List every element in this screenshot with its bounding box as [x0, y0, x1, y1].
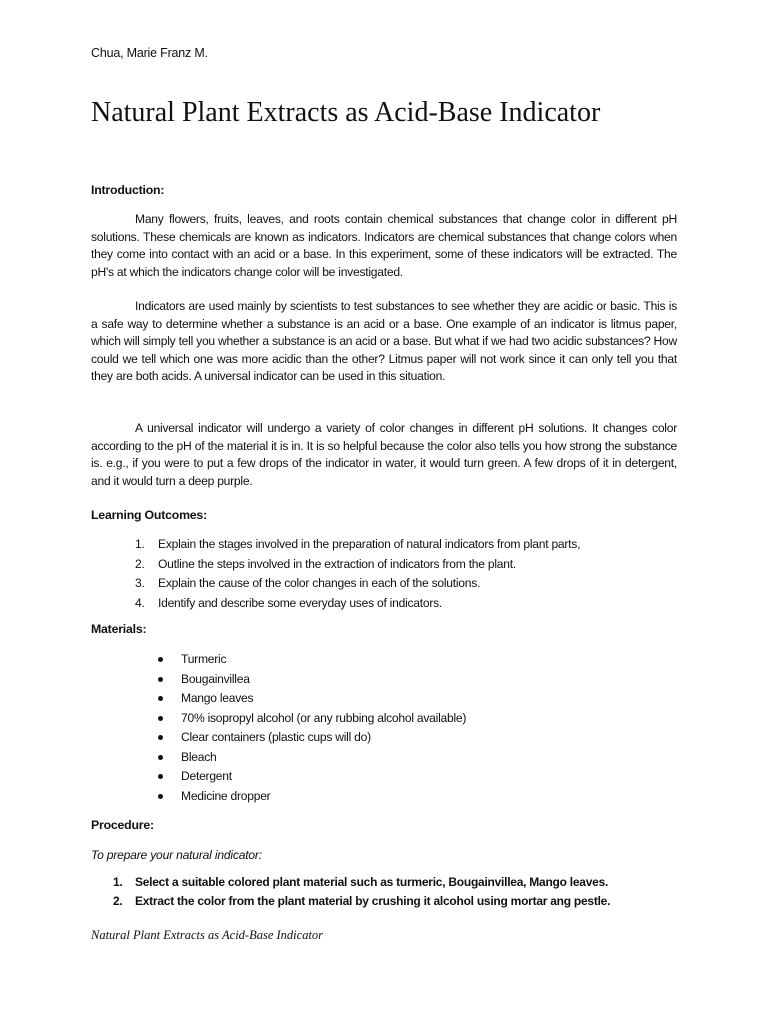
bullet-icon — [158, 716, 163, 721]
list-item — [91, 748, 591, 768]
bullet-icon — [158, 735, 163, 740]
intro-paragraph-2: Indicators are used mainly by scientists to test substances to see whether they are acidic or basic. This is a safe way to determine whether a substance is an acid or a base. One example of an indicator is litmus paper, which will simply tell you whether a substance is an acid or a base. But what if we had two acidic substances? How could we tell which one was more acidic than the other? Litmus paper will not work since it can only tell you that they are both acids. A universal indicator can be used in this situation. — [91, 299, 677, 383]
list-item — [91, 787, 591, 807]
list-item — [91, 709, 591, 729]
list-item — [91, 873, 677, 892]
intro-paragraph-3: A universal indicator will undergo a variety of color changes in different pH solutions. It changes color according to the pH of the material it is in. It is so helpful because the color also tells you how strong the substance is. e.g., if you were to put a few drops of the indicator in water, it would turn green. A few drops of it in detergent, and it would turn a deep purple. — [91, 421, 677, 488]
list-item — [91, 594, 677, 614]
intro-paragraph-1: Many flowers, fruits, leaves, and roots contain chemical substances that change color in different pH solutions. These chemicals are known as indicators. Indicators are chemical substances that change colors when they come into contact with an acid or a base. In this experiment, some of these indicators will be extracted. The pH's at which the indicators change color will be investigated. — [91, 212, 677, 279]
introduction-heading: Introduction: — [91, 183, 165, 197]
list-item-text: Select a suitable colored plant material such as turmeric, Bougainvillea, Mango leaves. — [135, 875, 609, 889]
list-item — [91, 650, 591, 670]
list-number: 1. — [135, 537, 145, 551]
list-item — [91, 767, 591, 787]
list-number: 1. — [113, 875, 123, 889]
list-item-text: Turmeric — [181, 652, 227, 666]
list-item-text: Clear containers (plastic cups will do) — [181, 730, 371, 744]
bullet-icon — [158, 696, 163, 701]
list-number: 2. — [135, 556, 145, 571]
procedure-subheading: To prepare your natural indicator: — [91, 848, 262, 862]
list-item-text: 70% isopropyl alcohol (or any rubbing alcohol available) — [181, 710, 467, 725]
list-item — [91, 535, 677, 555]
list-item — [91, 670, 591, 690]
page-footer: Natural Plant Extracts as Acid-Base Indicator — [91, 928, 324, 942]
list-item — [91, 728, 591, 748]
learning-outcomes-list — [91, 535, 677, 613]
author-name: Chua, Marie Franz M. — [91, 46, 208, 60]
list-item-text: Detergent — [181, 769, 232, 783]
list-number: 2. — [113, 894, 123, 908]
list-item-text: Mango leaves — [181, 691, 254, 705]
list-item — [91, 689, 591, 709]
list-item — [91, 555, 677, 575]
materials-heading: Materials: — [91, 622, 147, 636]
bullet-icon — [158, 794, 163, 799]
list-item-text: Bougainvillea — [181, 671, 250, 686]
bullet-icon — [158, 677, 163, 682]
procedure-heading: Procedure: — [91, 818, 154, 832]
procedure-steps — [91, 873, 677, 911]
document-title: Natural Plant Extracts as Acid-Base Indicator — [91, 97, 601, 128]
list-item-text: Explain the cause of the color changes in each of the solutions. — [158, 576, 481, 590]
bullet-icon — [158, 774, 163, 779]
list-item-text: Medicine dropper — [181, 788, 271, 803]
list-item-text: Bleach — [181, 749, 217, 764]
list-number: 3. — [135, 576, 145, 590]
list-item-text: Explain the stages involved in the preparation of natural indicators from plant parts, — [158, 537, 581, 551]
bullet-icon — [158, 755, 163, 760]
learning-outcomes-heading: Learning Outcomes: — [91, 508, 207, 522]
list-item-text: Outline the steps involved in the extraction of indicators from the plant. — [158, 556, 516, 571]
list-item-text: Identify and describe some everyday uses of indicators. — [158, 595, 443, 610]
bullet-icon — [158, 657, 163, 662]
materials-list — [91, 650, 591, 806]
list-item — [91, 892, 677, 911]
list-item-text: Extract the color from the plant material by crushing it alcohol using mortar ang pestle. — [135, 894, 611, 908]
list-number: 4. — [135, 595, 145, 610]
list-item — [91, 574, 677, 594]
